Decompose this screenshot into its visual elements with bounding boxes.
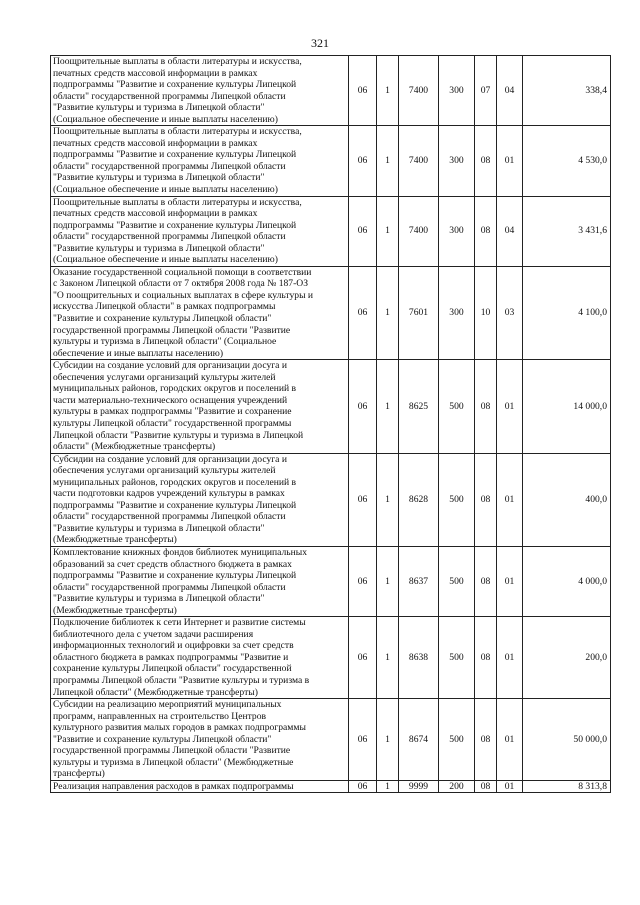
amount: 338,4 xyxy=(523,56,611,126)
table-row xyxy=(51,617,611,699)
budget-table-body xyxy=(51,56,611,793)
subprogram-code: 1 xyxy=(377,699,399,781)
row-description: Оказание государственной социальной помощи в соответствии с Законом Липецкой области от 7 октября 2008 года № 187-ОЗ "О поощрительных и социальных выплатах в сфере культуры и искусства Липецкой области" в рамках подпрограммы "Развитие и сохранение культуры Липецкой области" государственной программы Липецкой области "Развитие культуры и туризма в Липецкой области" (Социальное обеспечение и иные выплаты населению) xyxy=(51,266,349,359)
expense-type-code: 300 xyxy=(439,126,475,196)
section-code: 08 xyxy=(475,453,497,546)
program-code: 06 xyxy=(349,780,377,793)
section-code: 08 xyxy=(475,780,497,793)
table-row xyxy=(51,360,611,453)
program-code: 06 xyxy=(349,266,377,359)
program-code: 06 xyxy=(349,196,377,266)
table-row xyxy=(51,56,611,126)
row-description: Поощрительные выплаты в области литературы и искусства, печатных средств массовой информации в рамках подпрограммы "Развитие и сохранение культуры Липецкой области" государственной программы Липецкой области "Развитие культуры и туризма в Липецкой области" (Социальное обеспечение и иные выплаты населению) xyxy=(51,196,349,266)
row-description: Субсидии на создание условий для организации досуга и обеспечения услугами организаций культуры жителей муниципальных районов, городских округов и поселений в части материально-технического оснащения учреждений культуры в рамках подпрограммы "Развитие и сохранение культуры Липецкой области" государственной программы Липецкой области "Развитие культуры и туризма в Липецкой области" (Межбюджетные трансферты) xyxy=(51,360,349,453)
subprogram-code: 1 xyxy=(377,196,399,266)
expense-type-code: 300 xyxy=(439,196,475,266)
row-description: Подключение библиотек к сети Интернет и развитие системы библиотечного дела с учетом задачи расширения информационных технологий и оцифровки за счет средств областного бюджета в рамках подпрограммы "Развитие и сохранение культуры Липецкой области" государственной программы Липецкой области "Развитие культуры и туризма в Липецкой области" (Межбюджетные трансферты) xyxy=(51,617,349,699)
section-code: 07 xyxy=(475,56,497,126)
section-code: 08 xyxy=(475,196,497,266)
row-description: Поощрительные выплаты в области литературы и искусства, печатных средств массовой информации в рамках подпрограммы "Развитие и сохранение культуры Липецкой области" государственной программы Липецкой области "Развитие культуры и туризма в Липецкой области" (Социальное обеспечение и иные выплаты населению) xyxy=(51,56,349,126)
amount: 200,0 xyxy=(523,617,611,699)
expense-direction-code: 8628 xyxy=(399,453,439,546)
expense-type-code: 300 xyxy=(439,266,475,359)
table-row xyxy=(51,266,611,359)
subsection-code: 03 xyxy=(497,266,523,359)
section-code: 08 xyxy=(475,360,497,453)
expense-direction-code: 7400 xyxy=(399,56,439,126)
expense-direction-code: 8638 xyxy=(399,617,439,699)
amount: 4 000,0 xyxy=(523,546,611,616)
row-description: Субсидии на реализацию мероприятий муниципальных программ, направленных на строительство Центров культурного развития малых городов в рамках подпрограммы "Развитие и сохранение культуры Липецкой области" государственной программы Липецкой области "Развитие культуры и туризма в Липецкой области" (Межбюджетные трансферты) xyxy=(51,699,349,781)
budget-table xyxy=(50,55,611,793)
subsection-code: 01 xyxy=(497,126,523,196)
section-code: 08 xyxy=(475,546,497,616)
program-code: 06 xyxy=(349,546,377,616)
expense-direction-code: 8625 xyxy=(399,360,439,453)
expense-direction-code: 9999 xyxy=(399,780,439,793)
amount: 14 000,0 xyxy=(523,360,611,453)
table-row xyxy=(51,780,611,793)
table-row xyxy=(51,546,611,616)
expense-type-code: 500 xyxy=(439,617,475,699)
subprogram-code: 1 xyxy=(377,56,399,126)
amount: 400,0 xyxy=(523,453,611,546)
section-code: 08 xyxy=(475,126,497,196)
expense-type-code: 500 xyxy=(439,453,475,546)
table-row xyxy=(51,126,611,196)
subsection-code: 01 xyxy=(497,617,523,699)
subprogram-code: 1 xyxy=(377,126,399,196)
expense-type-code: 500 xyxy=(439,699,475,781)
program-code: 06 xyxy=(349,453,377,546)
subsection-code: 01 xyxy=(497,453,523,546)
expense-type-code: 200 xyxy=(439,780,475,793)
row-description: Субсидии на создание условий для организации досуга и обеспечения услугами организаций культуры жителей муниципальных районов, городских округов и поселений в части подготовки кадров учреждений культуры в рамках подпрограммы "Развитие и сохранение культуры Липецкой области" государственной программы Липецкой области "Развитие культуры и туризма в Липецкой области" (Межбюджетные трансферты) xyxy=(51,453,349,546)
subprogram-code: 1 xyxy=(377,617,399,699)
subsection-code: 01 xyxy=(497,360,523,453)
row-description: Реализация направления расходов в рамках подпрограммы xyxy=(51,780,349,793)
amount: 8 313,8 xyxy=(523,780,611,793)
amount: 4 530,0 xyxy=(523,126,611,196)
expense-direction-code: 7601 xyxy=(399,266,439,359)
section-code: 08 xyxy=(475,617,497,699)
row-description: Поощрительные выплаты в области литературы и искусства, печатных средств массовой информации в рамках подпрограммы "Развитие и сохранение культуры Липецкой области" государственной программы Липецкой области "Развитие культуры и туризма в Липецкой области" (Социальное обеспечение и иные выплаты населению) xyxy=(51,126,349,196)
program-code: 06 xyxy=(349,56,377,126)
amount: 50 000,0 xyxy=(523,699,611,781)
program-code: 06 xyxy=(349,617,377,699)
amount: 3 431,6 xyxy=(523,196,611,266)
subsection-code: 04 xyxy=(497,196,523,266)
subprogram-code: 1 xyxy=(377,780,399,793)
subprogram-code: 1 xyxy=(377,360,399,453)
expense-type-code: 300 xyxy=(439,56,475,126)
section-code: 10 xyxy=(475,266,497,359)
row-description: Комплектование книжных фондов библиотек муниципальных образований за счет средств областного бюджета в рамках подпрограммы "Развитие и сохранение культуры Липецкой области" государственной программы Липецкой области "Развитие культуры и туризма в Липецкой области" (Межбюджетные трансферты) xyxy=(51,546,349,616)
table-row xyxy=(51,453,611,546)
subsection-code: 04 xyxy=(497,56,523,126)
expense-direction-code: 8674 xyxy=(399,699,439,781)
expense-direction-code: 7400 xyxy=(399,126,439,196)
amount: 4 100,0 xyxy=(523,266,611,359)
table-row xyxy=(51,699,611,781)
program-code: 06 xyxy=(349,126,377,196)
expense-type-code: 500 xyxy=(439,546,475,616)
section-code: 08 xyxy=(475,699,497,781)
table-row xyxy=(51,196,611,266)
subprogram-code: 1 xyxy=(377,453,399,546)
program-code: 06 xyxy=(349,360,377,453)
subsection-code: 01 xyxy=(497,780,523,793)
subsection-code: 01 xyxy=(497,699,523,781)
page-number: 321 xyxy=(311,36,329,50)
subprogram-code: 1 xyxy=(377,546,399,616)
program-code: 06 xyxy=(349,699,377,781)
subprogram-code: 1 xyxy=(377,266,399,359)
expense-type-code: 500 xyxy=(439,360,475,453)
subsection-code: 01 xyxy=(497,546,523,616)
expense-direction-code: 7400 xyxy=(399,196,439,266)
expense-direction-code: 8637 xyxy=(399,546,439,616)
